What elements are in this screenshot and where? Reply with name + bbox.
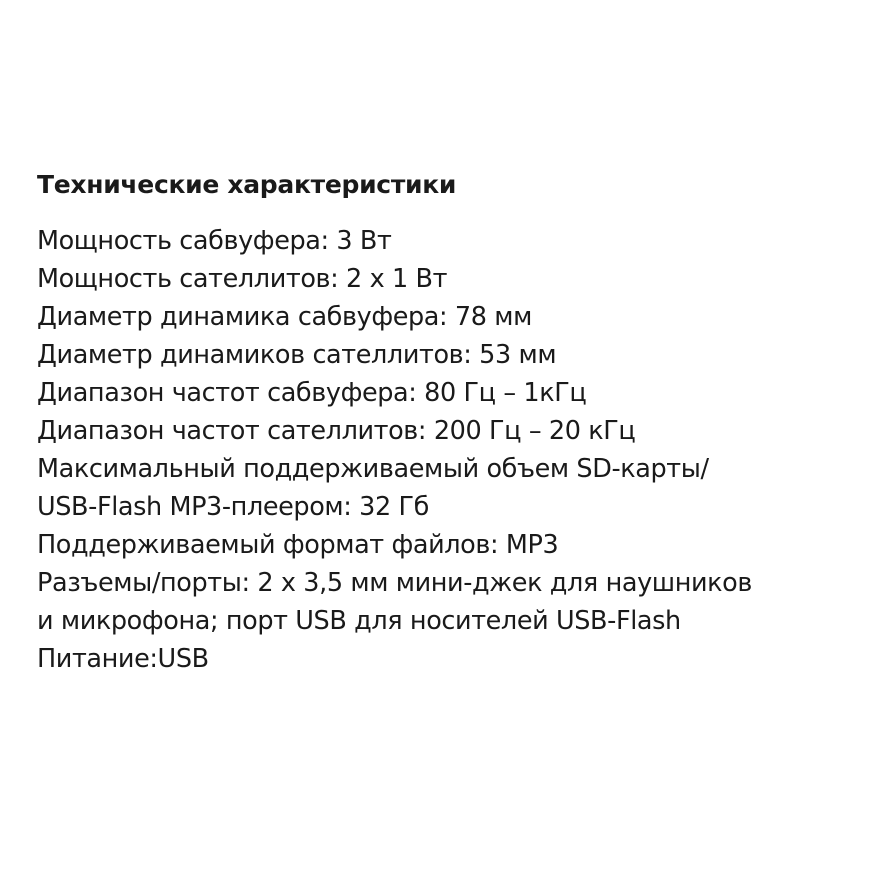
spec-line-power-supply: Питание:USB: [37, 644, 209, 674]
spec-line-subwoofer-frequency-range: Диапазон частот сабвуфера: 80 Гц – 1кГц: [37, 378, 587, 408]
spec-line-satellite-frequency-range: Диапазон частот сателлитов: 200 Гц – 20 кГц: [37, 416, 636, 446]
spec-line-max-card-capacity-cont: USB-Flash MP3-плеером: 32 Гб: [37, 492, 429, 522]
spec-list: [37, 222, 752, 678]
spec-line-ports-cont: и микрофона; порт USB для носителей USB-Flash: [37, 606, 681, 636]
spec-line-satellite-power: Мощность сателлитов: 2 x 1 Вт: [37, 264, 448, 294]
spec-line-satellite-driver-diameter: Диаметр динамиков сателлитов: 53 мм: [37, 340, 557, 370]
spec-title: Технические характеристики: [37, 170, 457, 199]
spec-line-ports: Разъемы/порты: 2 x 3,5 мм мини-джек для наушников: [37, 568, 752, 598]
spec-line-file-format: Поддерживаемый формат файлов: MP3: [37, 530, 559, 560]
spec-line-max-card-capacity: Максимальный поддерживаемый объем SD-карты/: [37, 454, 709, 484]
spec-line-subwoofer-power: Мощность сабвуфера: 3 Вт: [37, 226, 392, 256]
spec-line-subwoofer-driver-diameter: Диаметр динамика сабвуфера: 78 мм: [37, 302, 532, 332]
